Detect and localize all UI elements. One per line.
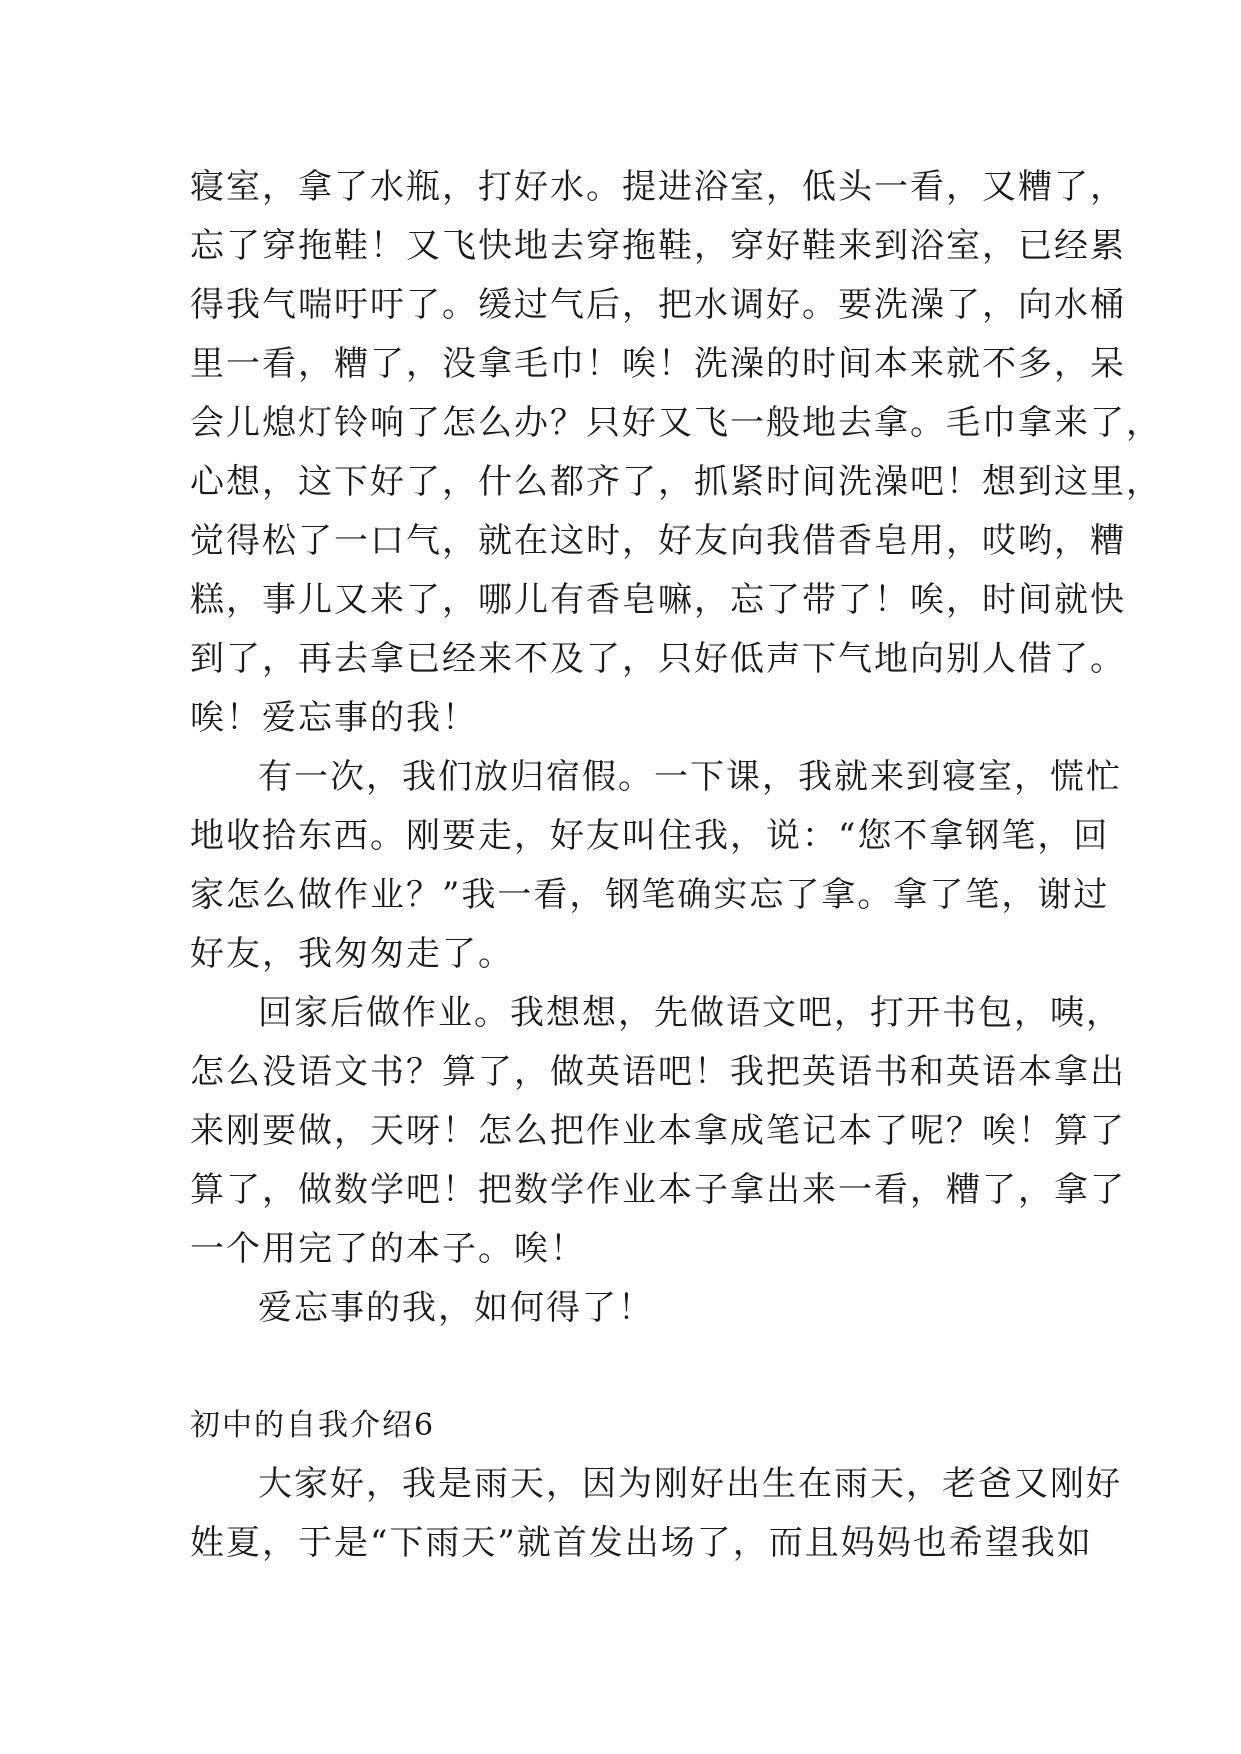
text-line: 怎么没语文书？算了，做英语吧！我把英语书和英语本拿出 xyxy=(190,1052,1126,1092)
text-line: 有一次，我们放归宿假。一下课，我就来到寝室，慌忙 xyxy=(258,757,1122,797)
paragraph xyxy=(190,1279,1070,1338)
text-line: 爱忘事的我，如何得了！ xyxy=(258,1288,654,1328)
text-line: 一个用完了的本子。唉！ xyxy=(190,1229,586,1269)
text-line: 唉！爱忘事的我！ xyxy=(190,698,478,738)
text-line: 里一看，糟了，没拿毛巾！唉！洗澡的时间本来就不多，呆 xyxy=(190,344,1126,384)
text-line: 觉得松了一口气，就在这时，好友向我借香皂用，哎哟，糟 xyxy=(190,521,1126,561)
text-line: 会儿熄灯铃响了怎么办？只好又飞一般地去拿。毛巾拿来了， xyxy=(190,403,1162,443)
text-line: 回家后做作业。我想想，先做语文吧，打开书包，咦， xyxy=(258,993,1122,1033)
paragraph xyxy=(190,984,1126,1279)
text-line: 到了，再去拿已经来不及了，只好低声下气地向别人借了。 xyxy=(190,639,1126,679)
text-line: 心想，这下好了，什么都齐了，抓紧时间洗澡吧！想到这里， xyxy=(190,462,1162,502)
paragraph xyxy=(190,158,1162,748)
text-line: 姓夏，于是“下雨天”就首发出场了，而且妈妈也希望我如 xyxy=(190,1523,1093,1563)
text-line: 大家好，我是雨天，因为刚好出生在雨天，老爸又刚好 xyxy=(258,1464,1122,1504)
text-line: 得我气喘吁吁了。缓过气后，把水调好。要洗澡了，向水桶 xyxy=(190,285,1126,325)
text-line: 好友，我匆匆走了。 xyxy=(190,934,514,974)
document-body xyxy=(190,158,1162,1573)
text-line: 家怎么做作业？”我一看，钢笔确实忘了拿。拿了笔，谢过 xyxy=(190,875,1110,915)
text-line: 寝室，拿了水瓶，打好水。提进浴室，低头一看，又糟了， xyxy=(190,167,1126,207)
section-spacer xyxy=(190,1338,1070,1396)
text-line: 来刚要做，天呀！怎么把作业本拿成笔记本了呢？唉！算了 xyxy=(190,1111,1126,1151)
paragraph xyxy=(190,748,1122,984)
text-line: 算了，做数学吧！把数学作业本子拿出来一看，糟了，拿了 xyxy=(190,1170,1126,1210)
paragraph xyxy=(190,1455,1122,1573)
section-title: 初中的自我介绍6 xyxy=(190,1408,436,1443)
text-line: 地收拾东西。刚要走，好友叫住我，说：“您不拿钢笔，回 xyxy=(190,816,1110,856)
text-line: 忘了穿拖鞋！又飞快地去穿拖鞋，穿好鞋来到浴室，已经累 xyxy=(190,226,1126,266)
text-line: 糕，事儿又来了，哪儿有香皂嘛，忘了带了！唉，时间就快 xyxy=(190,580,1126,620)
